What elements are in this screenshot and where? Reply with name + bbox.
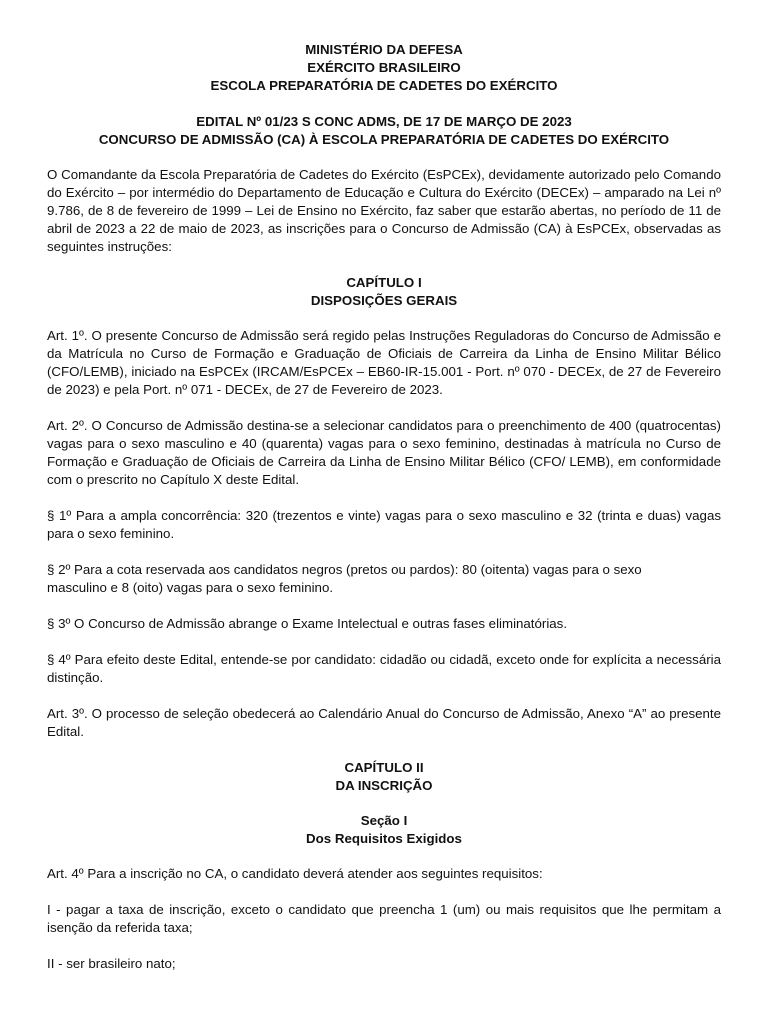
article-3: Art. 3º. O processo de seleção obedecerá ao Calendário Anual do Concurso de Admissão, Anexo “A” ao presente Edital. bbox=[47, 706, 721, 739]
section-1-number: Seção I bbox=[360, 813, 408, 828]
chapter-2-title: DA INSCRIÇÃO bbox=[335, 778, 433, 793]
paragraph-2-line-2: masculino e 8 (oito) vagas para o sexo feminino. bbox=[47, 580, 334, 595]
intro-paragraph: O Comandante da Escola Preparatória de Cadetes do Exército (EsPCEx), devidamente autorizado pelo Comando do Exército – por intermédio do Departamento de Educação e Cultura do Exército (DECEx) – amparado na Lei nº 9.786, de 8 de fevereiro de 1999 – Lei de Ensino no Exército, faz saber que estarão abertas, no período de 11 de abril de 2023 a 22 de maio de 2023, as inscrições para o Concurso de Admissão (CA) à EsPCEx, observadas as seguintes instruções: bbox=[47, 167, 721, 254]
requirement-item-1: I - pagar a taxa de inscrição, exceto o candidato que preencha 1 (um) ou mais requisitos que lhe permitam a isenção da referida taxa; bbox=[47, 902, 721, 935]
edital-subtitle: CONCURSO DE ADMISSÃO (CA) À ESCOLA PREPARATÓRIA DE CADETES DO EXÉRCITO bbox=[98, 132, 670, 147]
document-page bbox=[47, 41, 721, 973]
article-2: Art. 2º. O Concurso de Admissão destina-se a selecionar candidatos para o preenchimento de 400 (quatrocentas) vagas para o sexo masculino e 40 (quarenta) vagas para o sexo feminino, destinadas à matrícula no Curso de Formação e Graduação de Oficiais de Carreira da Linha de Ensino Militar Bélico (CFO/ LEMB), em conformidade com o prescrito no Capítulo X deste Edital. bbox=[47, 418, 721, 487]
paragraph-2-line-1: § 2º Para a cota reservada aos candidatos negros (pretos ou pardos): 80 (oitenta) vagas para o sexo bbox=[47, 562, 642, 577]
section-1-heading bbox=[47, 812, 721, 848]
edital-heading bbox=[47, 113, 721, 149]
section-1-title: Dos Requisitos Exigidos bbox=[306, 831, 462, 846]
edital-title: EDITAL Nº 01/23 S CONC ADMS, DE 17 DE MARÇO DE 2023 bbox=[196, 114, 572, 129]
chapter-2-number: CAPÍTULO II bbox=[344, 760, 424, 775]
chapter-2-heading bbox=[47, 759, 721, 795]
paragraph-4: § 4º Para efeito deste Edital, entende-se por candidato: cidadão ou cidadã, exceto onde for explícita a necessária distinção. bbox=[47, 652, 721, 685]
article-4: Art. 4º Para a inscrição no CA, o candidato deverá atender aos seguintes requisitos: bbox=[47, 866, 543, 881]
chapter-1-number: CAPÍTULO I bbox=[346, 275, 422, 290]
header-school: ESCOLA PREPARATÓRIA DE CADETES DO EXÉRCITO bbox=[210, 78, 558, 93]
requirement-item-2: II - ser brasileiro nato; bbox=[47, 956, 176, 971]
document-header bbox=[47, 41, 721, 95]
article-1: Art. 1º. O presente Concurso de Admissão será regido pelas Instruções Reguladoras do Concurso de Admissão e da Matrícula no Curso de Formação e Graduação de Oficiais de Carreira da Linha de Ensino Militar Bélico (CFO/LEMB), iniciado na EsPCEx (IRCAM/EsPCEx – EB60-IR-15.001 - Port. nº 070 - DECEx, de 27 de Fevereiro de 2023) e pela Port. nº 071 - DECEx, de 27 de Fevereiro de 2023. bbox=[47, 328, 721, 397]
paragraph-3: § 3º O Concurso de Admissão abrange o Exame Intelectual e outras fases eliminatórias. bbox=[47, 616, 568, 631]
paragraph-1: § 1º Para a ampla concorrência: 320 (trezentos e vinte) vagas para o sexo masculino e 32 (trinta e duas) vagas para o sexo feminino. bbox=[47, 508, 721, 541]
chapter-1-heading bbox=[47, 274, 721, 310]
paragraph-2 bbox=[47, 561, 721, 597]
chapter-1-title: DISPOSIÇÕES GERAIS bbox=[310, 293, 458, 308]
header-army: EXÉRCITO BRASILEIRO bbox=[307, 60, 461, 75]
header-ministry: MINISTÉRIO DA DEFESA bbox=[305, 42, 463, 57]
